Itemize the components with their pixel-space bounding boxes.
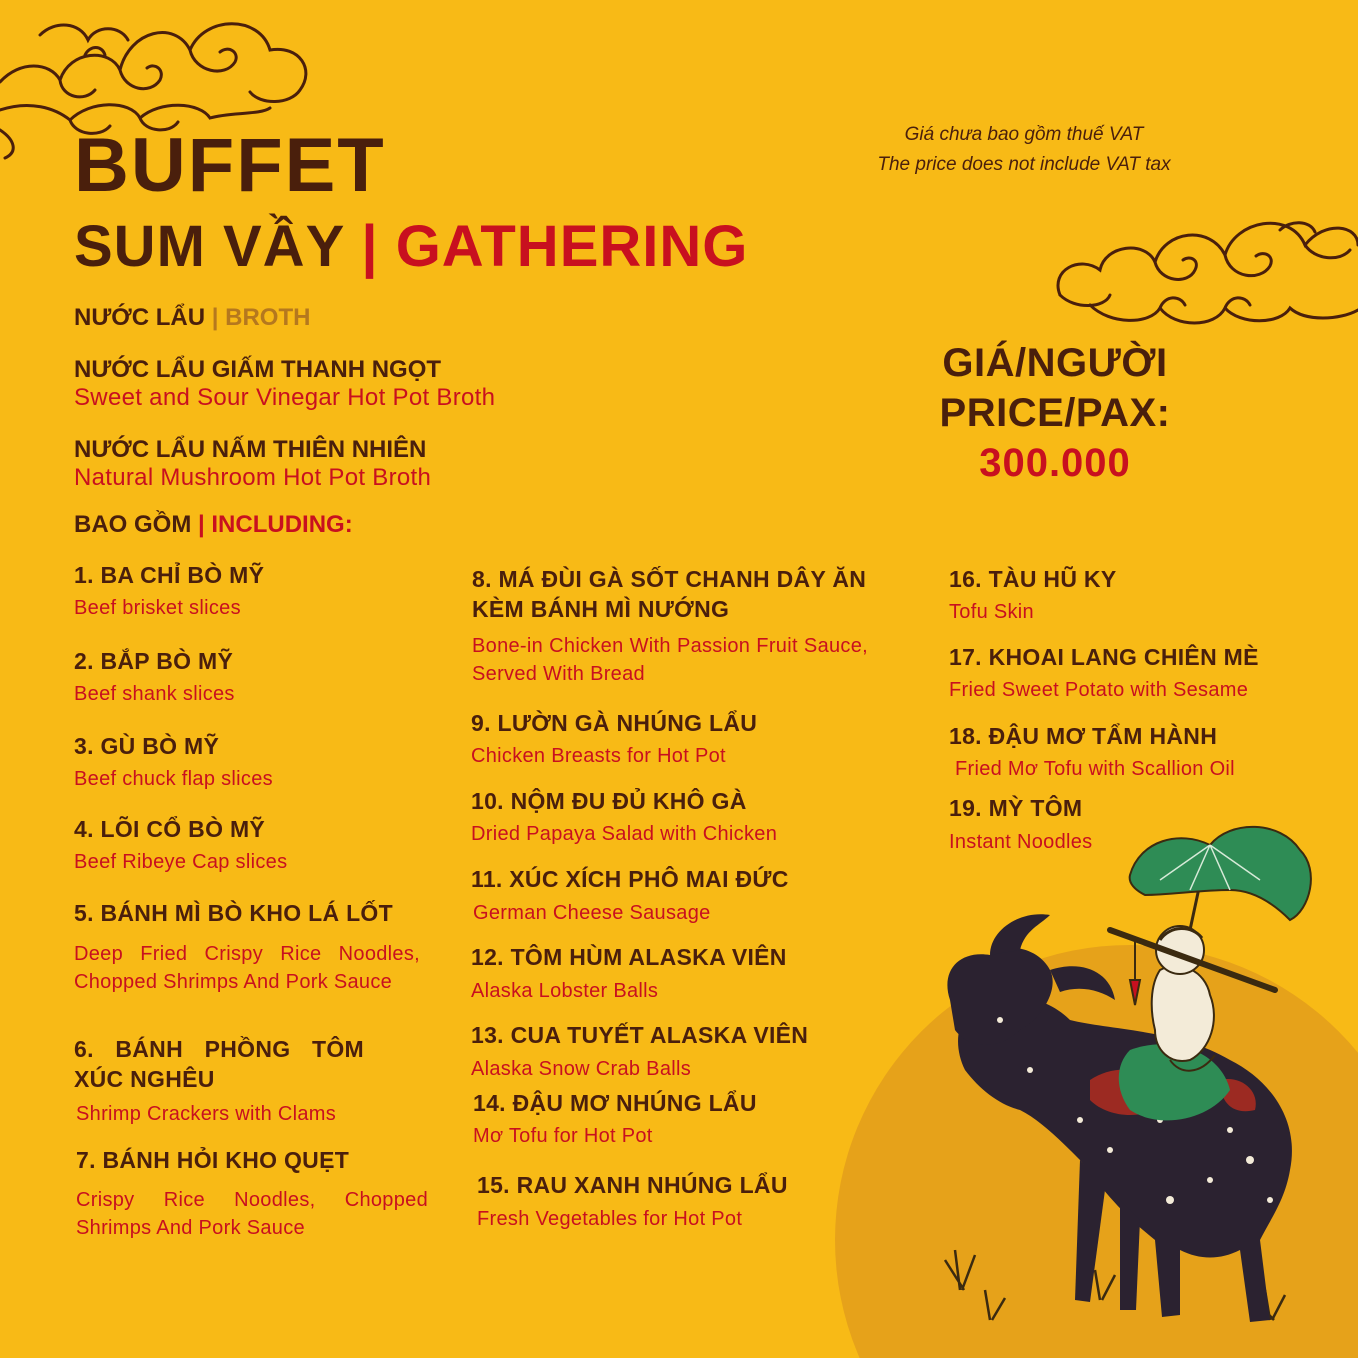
menu-item-en: Instant Noodles: [949, 831, 1093, 853]
menu-item-en: Dried Papaya Salad with Chicken: [471, 823, 778, 845]
broth-item-vi: NƯỚC LẨU NẤM THIÊN NHIÊN: [74, 436, 427, 463]
subtitle-vi: SUM VẦY: [74, 214, 345, 279]
menu-item-en: Alaska Snow Crab Balls: [471, 1058, 692, 1080]
menu-item-vi: 1. BA CHỈ BÒ MỸ: [74, 562, 265, 588]
menu-item-vi: 6. BÁNH PHỒNG TÔM XÚC NGHÊU: [74, 1036, 364, 1092]
menu-item-en: Alaska Lobster Balls: [471, 980, 659, 1002]
including-heading: [74, 513, 353, 537]
menu-item-vi: 17. KHOAI LANG CHIÊN MÈ: [949, 644, 1259, 670]
menu-item-vi: 9. LƯỜN GÀ NHÚNG LẨU: [471, 710, 758, 736]
menu-item-en: Deep Fried Crispy Rice Noodles, Chopped Shrimps And Pork Sauce: [74, 943, 420, 993]
broth-heading-en: BROTH: [225, 304, 311, 331]
menu-item-en: Beef brisket slices: [74, 597, 241, 619]
menu-item-vi: 15. RAU XANH NHÚNG LẨU: [477, 1172, 788, 1198]
menu-item-vi: 3. GÙ BÒ MỸ: [74, 733, 220, 759]
menu-item-vi: 14. ĐẬU MƠ NHÚNG LẨU: [473, 1090, 757, 1116]
price-value: 300.000: [979, 441, 1131, 485]
broth-heading-sep: |: [205, 304, 226, 331]
menu-item-vi: 4. LÕI CỔ BÒ MỸ: [74, 816, 266, 842]
page-title: BUFFET: [74, 123, 386, 208]
vat-note-vi: Giá chưa bao gồm thuế VAT: [904, 124, 1144, 145]
menu-item-vi: 7. BÁNH HỎI KHO QUẸT: [76, 1147, 350, 1173]
menu-item-en: Fried Sweet Potato with Sesame: [949, 679, 1249, 701]
vat-note: [814, 120, 1234, 180]
menu-item-en: Beef Ribeye Cap slices: [74, 851, 288, 873]
menu-item-vi: 12. TÔM HÙM ALASKA VIÊN: [471, 944, 787, 970]
menu-item-vi: 13. CUA TUYẾT ALASKA VIÊN: [471, 1022, 809, 1048]
menu-item-en: Fresh Vegetables for Hot Pot: [477, 1208, 743, 1230]
including-heading-en: INCLUDING:: [211, 511, 353, 538]
price-block: [905, 338, 1205, 488]
menu-item-en: Beef shank slices: [74, 683, 235, 705]
price-label-vi: GIÁ/NGƯỜI: [942, 341, 1168, 385]
vat-note-en: The price does not include VAT tax: [877, 154, 1171, 175]
menu-item-vi: 11. XÚC XÍCH PHÔ MAI ĐỨC: [471, 866, 789, 892]
menu-item-en: Mơ Tofu for Hot Pot: [473, 1125, 653, 1147]
menu-item-vi: 19. MỲ TÔM: [949, 795, 1083, 821]
subtitle-separator: |: [344, 214, 396, 279]
menu-item-en: Fried Mơ Tofu with Scallion Oil: [955, 758, 1235, 780]
buffalo-boy-illustration: [930, 820, 1340, 1340]
including-heading-vi: BAO GỒM: [74, 511, 192, 538]
menu-item-en: Beef chuck flap slices: [74, 768, 273, 790]
menu-item-en: German Cheese Sausage: [473, 902, 711, 924]
broth-item-en: Natural Mushroom Hot Pot Broth: [74, 464, 432, 491]
including-heading-sep: |: [191, 511, 212, 538]
menu-item-vi: 8. MÁ ĐÙI GÀ SỐT CHANH DÂY ĂN KÈM BÁNH MÌ NƯỚNG: [472, 566, 867, 622]
page-subtitle: [74, 214, 749, 279]
broth-heading: [74, 306, 310, 330]
broth-item-en: Sweet and Sour Vinegar Hot Pot Broth: [74, 384, 496, 411]
menu-item-vi: 2. BẮP BÒ MỸ: [74, 648, 234, 674]
menu-item-en: Shrimp Crackers with Clams: [76, 1103, 337, 1125]
price-label-en: PRICE/PAX:: [939, 391, 1171, 435]
broth-item-vi: NƯỚC LẨU GIẤM THANH NGỌT: [74, 356, 442, 383]
broth-heading-vi: NƯỚC LẨU: [74, 304, 206, 331]
menu-item-vi: 10. NỘM ĐU ĐỦ KHÔ GÀ: [471, 788, 747, 814]
menu-item-vi: 5. BÁNH MÌ BÒ KHO LÁ LỐT: [74, 900, 393, 926]
cloud-right-icon: [1050, 200, 1358, 350]
menu-item-vi: 16. TÀU HŨ KY: [949, 566, 1117, 592]
menu-item-en: Tofu Skin: [949, 601, 1034, 623]
menu-item-en: Crispy Rice Noodles, Chopped Shrimps And Pork Sauce: [76, 1189, 428, 1239]
menu-item-en: Bone-in Chicken With Passion Fruit Sauce, Served With Bread: [472, 635, 868, 685]
subtitle-en: GATHERING: [395, 214, 749, 279]
menu-item-en: Chicken Breasts for Hot Pot: [471, 745, 726, 767]
menu-item-vi: 18. ĐẬU MƠ TẨM HÀNH: [949, 723, 1218, 749]
